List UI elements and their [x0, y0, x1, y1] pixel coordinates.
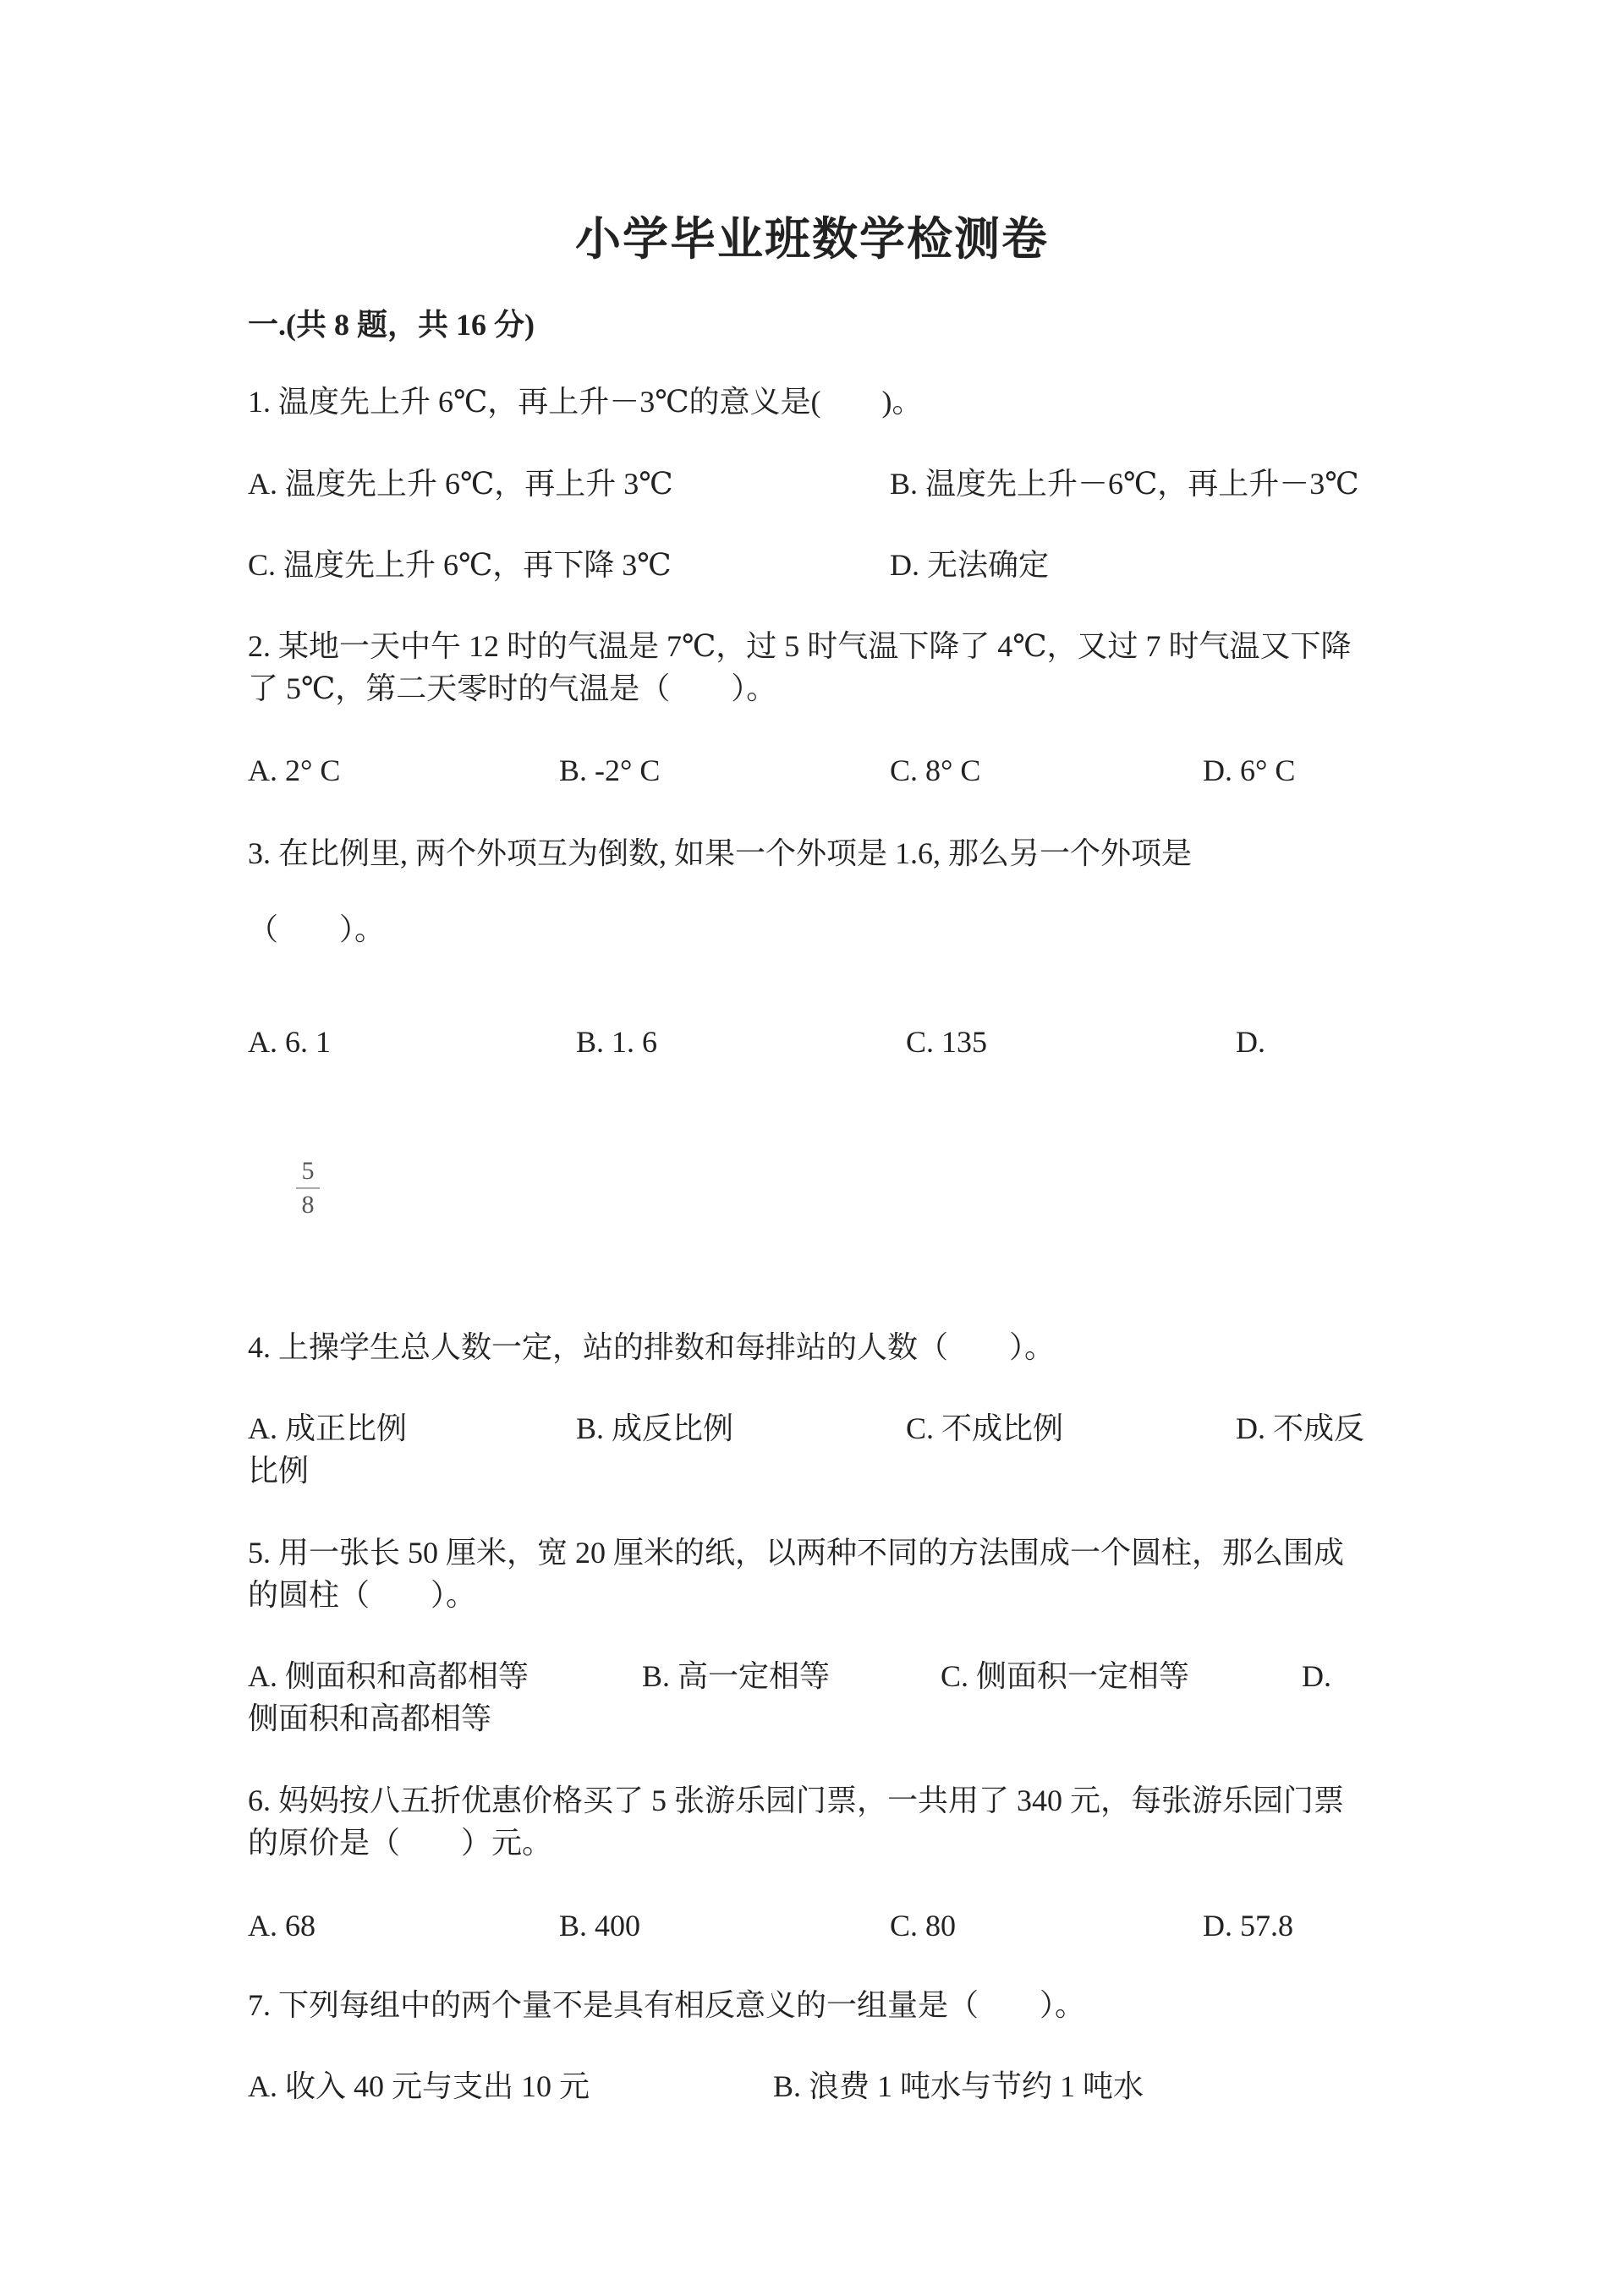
fraction-bar — [296, 1187, 320, 1189]
question-3-stem-blank: （ ）。 — [248, 912, 386, 946]
question-2-option-b: B. -2° C — [559, 753, 661, 787]
question-5-option-c: C. 侧面积一定相等 — [941, 1659, 1190, 1693]
question-6-option-a: A. 68 — [248, 1909, 315, 1943]
section-heading: 一.(共 8 题，共 16 分) — [248, 308, 535, 342]
question-5-stem: 5. 用一张长 50 厘米，宽 20 厘米的纸，以两种不同的方法围成一个圆柱，那么围成的圆柱（ ）。 — [248, 1536, 1345, 1612]
question-4-option-c: C. 不成比例 — [906, 1411, 1064, 1445]
question-3-option-b: B. 1. 6 — [576, 1025, 658, 1059]
question-1-option-c: C. 温度先上升 6℃，再下降 3℃ — [248, 548, 672, 582]
question-1-option-a: A. 温度先上升 6℃，再上升 3℃ — [248, 467, 673, 501]
question-4-stem: 4. 上操学生总人数一定，站的排数和每排站的人数（ ）。 — [248, 1330, 1056, 1364]
fraction-numerator: 5 — [301, 1157, 315, 1185]
page-title: 小学毕业班数学检测卷 — [575, 214, 1049, 265]
question-3-option-d: D. — [1236, 1025, 1265, 1059]
question-6-option-c: C. 80 — [890, 1909, 957, 1943]
question-4-option-d: D. 不成反比例 — [248, 1411, 1364, 1488]
question-5-option-a: A. 侧面积和高都相等 — [248, 1659, 529, 1693]
question-1-stem: 1. 温度先上升 6℃，再上升－3℃的意义是( )。 — [248, 385, 923, 419]
question-3-option-c: C. 135 — [906, 1025, 988, 1059]
fraction-denominator: 8 — [301, 1191, 315, 1219]
question-7-option-a: A. 收入 40 元与支出 10 元 — [248, 2069, 590, 2103]
question-2-stem: 2. 某地一天中午 12 时的气温是 7℃，过 5 时气温下降了 4℃，又过 7 时气温又下降了 5℃，第二天零时的气温是（ ）。 — [248, 629, 1352, 705]
question-3-option-a: A. 6. 1 — [248, 1025, 331, 1059]
question-2-option-d: D. 6° C — [1203, 753, 1296, 787]
fraction-five-eighths — [296, 1157, 320, 1219]
question-4-option-a: A. 成正比例 — [248, 1411, 407, 1445]
question-3-stem: 3. 在比例里, 两个外项互为倒数, 如果一个外项是 1.6, 那么另一个外项是 — [248, 836, 1193, 870]
question-1-option-d: D. 无法确定 — [890, 548, 1049, 582]
question-7-stem: 7. 下列每组中的两个量不是具有相反意义的一组量是（ ）。 — [248, 1988, 1086, 2022]
question-6-option-b: B. 400 — [559, 1909, 641, 1943]
question-5-option-d: D. 侧面积和高都相等 — [248, 1659, 1331, 1735]
question-2-option-c: C. 8° C — [890, 753, 981, 787]
question-4-option-b: B. 成反比例 — [576, 1411, 734, 1445]
question-1-option-b: B. 温度先上升－6℃，再上升－3℃ — [890, 467, 1359, 501]
question-7-option-b: B. 浪费 1 吨水与节约 1 吨水 — [773, 2069, 1144, 2103]
question-2-option-a: A. 2° C — [248, 753, 341, 787]
question-6-stem: 6. 妈妈按八五折优惠价格买了 5 张游乐园门票，一共用了 340 元，每张游乐园门票的原价是（ ）元。 — [248, 1784, 1345, 1860]
question-5-option-b: B. 高一定相等 — [642, 1659, 831, 1693]
question-6-option-d: D. 57.8 — [1203, 1909, 1293, 1943]
